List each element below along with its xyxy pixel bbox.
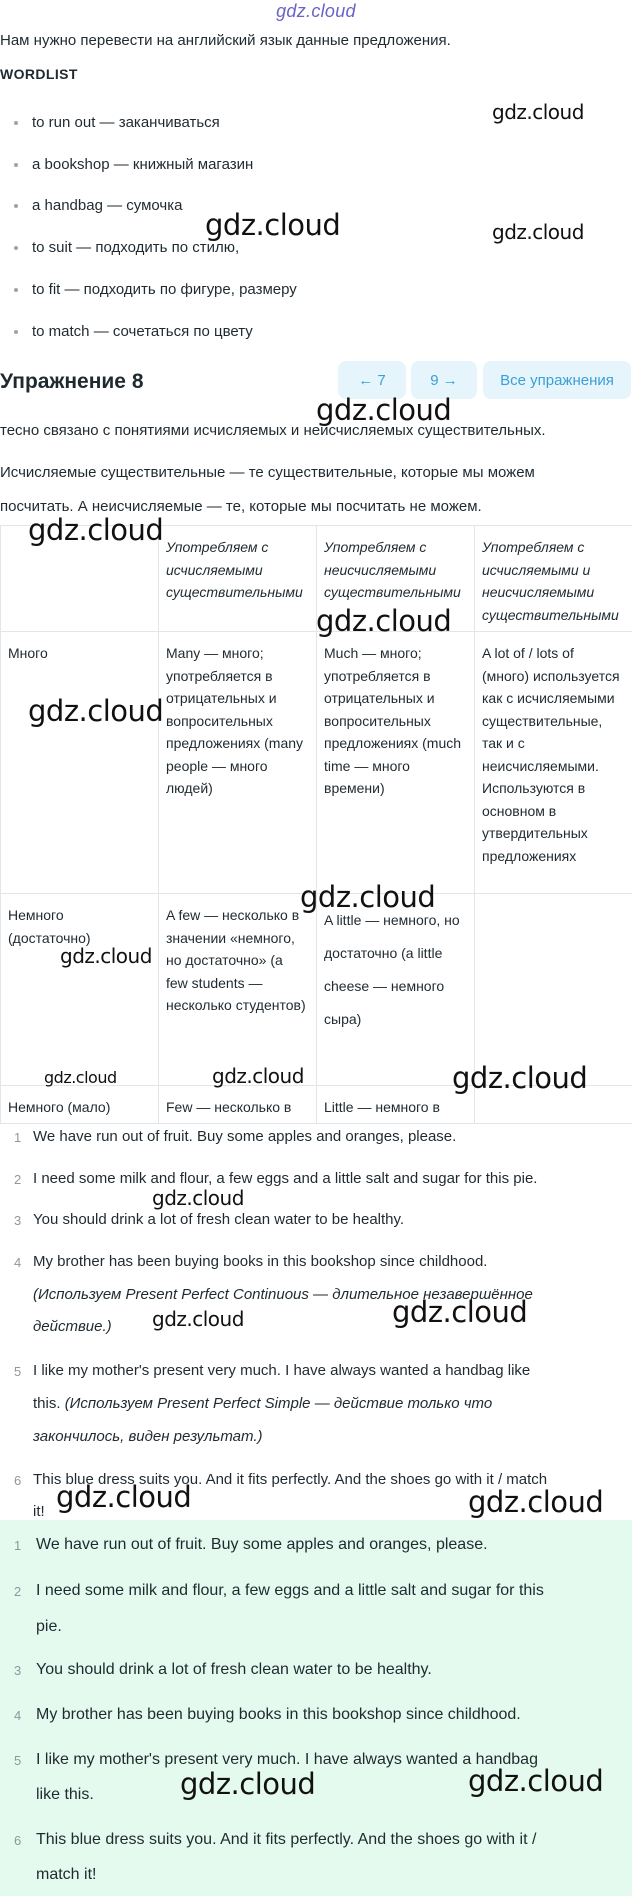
answer-text: This blue dress suits you. And it fits perfectly. And the shoes go with it / match	[33, 1471, 548, 1488]
paragraph: тесно связано с понятиями исчисляемых и неисчисляемых существительных.	[0, 422, 546, 439]
answer-text: this. (Используем Present Perfect Simple — действие только что	[33, 1395, 493, 1412]
watermark: gdz.cloud	[468, 1764, 604, 1798]
wordlist-item: to suit — подходить по стилю,	[14, 239, 239, 256]
answer-text: I like my mother's present very much. I have always wanted a handbag	[36, 1751, 538, 1768]
table-cell: Много	[1, 632, 159, 894]
paragraph: Исчисляемые существительные — те существительные, которые мы можем	[0, 464, 535, 481]
answer-note: (Используем Present Perfect Simple — действие только что	[64, 1395, 493, 1412]
answer-text: match it!	[36, 1866, 97, 1883]
watermark: gdz.cloud	[492, 100, 584, 124]
answer-text: I need some milk and flour, a few eggs and a little salt and sugar for this pie.	[33, 1170, 538, 1187]
table-cell	[475, 894, 632, 1086]
next-exercise-button[interactable]: 9 →	[411, 361, 477, 399]
answer-number: 5	[14, 1753, 22, 1768]
bullet-icon	[14, 246, 18, 250]
watermark: gdz.cloud	[152, 1186, 244, 1210]
answer-text: I need some milk and flour, a few eggs and a little salt and sugar for this	[36, 1582, 544, 1599]
answer-text: We have run out of fruit. Buy some apples and oranges, please.	[33, 1128, 457, 1145]
watermark: gdz.cloud	[468, 1485, 604, 1519]
watermark: gdz.cloud	[28, 694, 164, 728]
table-row	[1, 894, 632, 1086]
answer-note: (Используем Present Perfect Continuous — длительное незавершённое	[33, 1286, 533, 1303]
prev-exercise-button[interactable]: ← 7	[338, 361, 406, 399]
answer-text: This blue dress suits you. And it fits perfectly. And the shoes go with it /	[36, 1831, 537, 1848]
watermark: gdz.cloud	[316, 393, 452, 427]
watermark: gdz.cloud	[28, 513, 164, 547]
answer-number: 6	[14, 1833, 22, 1848]
answer-note: закончилось, виден результат.)	[33, 1428, 263, 1445]
table-cell: Little — немного в	[317, 1086, 475, 1124]
table-cell: Немного (достаточно)	[1, 894, 159, 1086]
watermark: gdz.cloud	[212, 1064, 304, 1088]
table-header-cell: Употребляем с исчисляемыми и неисчисляемыми существительными	[475, 526, 632, 632]
watermark: gdz.cloud	[300, 880, 436, 914]
watermark: gdz.cloud	[492, 220, 584, 244]
site-logo[interactable]: gdz.cloud	[276, 1, 356, 21]
answer-number: 4	[14, 1708, 22, 1723]
wordlist-item: a handbag — сумочка	[14, 197, 182, 214]
answer-text: We have run out of fruit. Buy some apples and oranges, please.	[36, 1536, 488, 1553]
table-cell: Much — много; употребляется в отрицательных и вопросительных предложениях (much time — много времени)	[317, 632, 475, 894]
answer-number: 1	[14, 1130, 22, 1145]
table-cell: Many — много; употребляется в отрицательных и вопросительных предложениях (many people — много людей)	[159, 632, 317, 894]
watermark: gdz.cloud	[180, 1767, 316, 1801]
bullet-icon	[14, 330, 18, 334]
table-row	[1, 632, 632, 894]
answer-number: 6	[14, 1473, 22, 1488]
answer-number: 2	[14, 1584, 22, 1599]
table-cell: A lot of / lots of (много) используется как с исчисляемыми существительные, так и с неисчисляемыми. Используются в основном в утвердительных предложениях	[475, 632, 632, 894]
table-header-cell: Употребляем с неисчисляемыми существительными	[317, 526, 475, 632]
answer-note: действие.)	[33, 1318, 112, 1335]
bullet-icon	[14, 121, 18, 125]
answer-number: 3	[14, 1663, 22, 1678]
answer-text: like this.	[36, 1786, 94, 1803]
answer-text: You should drink a lot of fresh clean water to be healthy.	[36, 1661, 432, 1678]
bullet-icon	[14, 204, 18, 208]
intro-text: Нам нужно перевести на английский язык данные предложения.	[0, 32, 451, 49]
table-cell: Немного (мало)	[1, 1086, 159, 1124]
watermark: gdz.cloud	[56, 1480, 192, 1514]
answer-text: My brother has been buying books in this bookshop since childhood.	[36, 1706, 521, 1723]
answer-number: 2	[14, 1172, 22, 1187]
watermark: gdz.cloud	[452, 1061, 588, 1095]
answer-number: 5	[14, 1364, 22, 1379]
table-header-cell: Употребляем с исчисляемыми существительными	[159, 526, 317, 632]
watermark: gdz.cloud	[392, 1295, 528, 1329]
wordlist-item: to fit — подходить по фигуре, размеру	[14, 281, 297, 298]
bullet-icon	[14, 163, 18, 167]
table-cell: A few — несколько в значении «немного, но достаточно» (a few students — несколько студентов)	[159, 894, 317, 1086]
wordlist-title: WORDLIST	[0, 66, 78, 82]
wordlist-item: a bookshop — книжный магазин	[14, 156, 253, 173]
exercise-title: Упражнение 8	[0, 370, 144, 393]
answer-text: it!	[33, 1503, 45, 1520]
table-cell: A little — немного, но достаточно (a little cheese — немного сыра)	[317, 894, 475, 1086]
watermark: gdz.cloud	[152, 1307, 244, 1331]
answer-text: You should drink a lot of fresh clean water to be healthy.	[33, 1211, 405, 1228]
bullet-icon	[14, 288, 18, 292]
wordlist-item: to run out — заканчиваться	[14, 114, 220, 131]
answer-text: pie.	[36, 1618, 62, 1635]
answer-number: 1	[14, 1538, 22, 1553]
answer-number: 4	[14, 1255, 22, 1270]
watermark: gdz.cloud	[44, 1068, 117, 1087]
answer-text: I like my mother's present very much. I have always wanted a handbag like	[33, 1362, 531, 1379]
answer-number: 3	[14, 1213, 22, 1228]
table-cell: Few — несколько в	[159, 1086, 317, 1124]
all-exercises-button[interactable]: Все упражнения	[483, 361, 631, 399]
watermark: gdz.cloud	[316, 604, 452, 638]
answer-text: My brother has been buying books in this bookshop since childhood.	[33, 1253, 488, 1270]
wordlist-item: to match — сочетаться по цвету	[14, 323, 253, 340]
paragraph: посчитать. А неисчисляемые — те, которые мы посчитать не можем.	[0, 498, 482, 515]
watermark: gdz.cloud	[205, 208, 341, 242]
watermark: gdz.cloud	[60, 944, 152, 968]
